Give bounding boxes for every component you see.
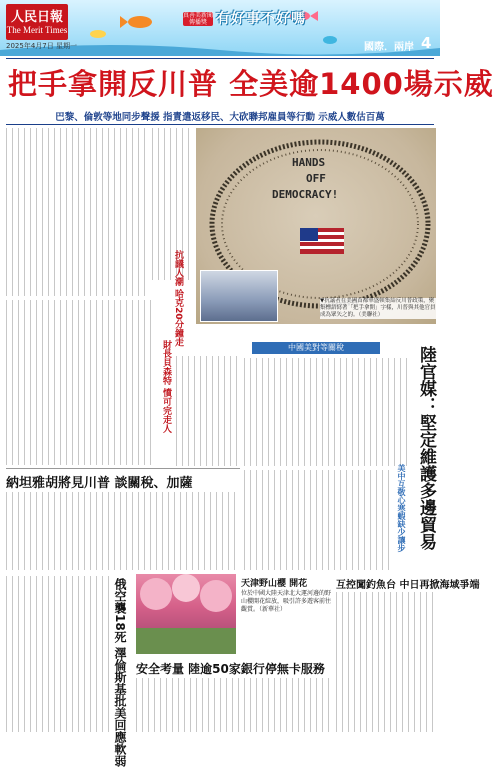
lead-headline-area <box>8 62 494 108</box>
issue-date: 2025年4月7日 星期一 <box>6 42 77 50</box>
story3-text <box>6 492 240 570</box>
story4-text <box>6 576 110 732</box>
logo-chinese-name: 人民日報 <box>10 10 63 25</box>
section-name: 國際．兩岸 <box>364 42 414 53</box>
logo-english-name: The Merit Times <box>6 25 68 35</box>
promo-tag: 真善美新聞傳播獎 <box>183 12 214 26</box>
lead-story-text-lower <box>6 300 156 465</box>
cherry-blossom-caption-box <box>237 574 333 654</box>
masthead-banner <box>0 0 440 56</box>
story3-rule <box>6 468 240 469</box>
section-bar: 中國美對等關稅 <box>252 342 380 354</box>
protest-photo-caption: ▼抗議者在美國首都華盛頓集結反川普政策，聚集標語寫著「把手拿開」字樣，川普與其他官員成為眾矢之的。（美聯社） <box>320 298 436 318</box>
story6-headline: 互控闖釣魚台 中日再掀海域爭端 <box>336 580 480 591</box>
story2-text <box>244 358 408 466</box>
photo-sign-off: OFF <box>306 172 326 185</box>
lead-subhead: 巴黎、倫敦等地同步聲援 指責遣返移民、大砍聯邦雇員等行動 示威人數估百萬 <box>55 112 385 123</box>
photo-sign-hands: HANDS <box>292 156 326 169</box>
photo-sign-democracy: DEMOCRACY! <box>272 188 339 201</box>
cherry-blossom-photo <box>136 574 236 654</box>
subhead-rule <box>6 124 434 125</box>
lead-story-text-right <box>176 356 240 466</box>
top-rule <box>6 58 434 59</box>
story2-subhead: 美中互敬心寒蝦缺少讓步 <box>397 464 406 552</box>
newspaper-logo <box>6 4 68 40</box>
promo-title: 有好事不好嗎 <box>216 11 306 27</box>
lead-story-text-left <box>6 128 148 296</box>
lead-headline: 把手拿開反川普 全美逾1400場示威 <box>8 67 494 101</box>
photo2-caption: 位於中國大陸天津北大運河邊的野山櫻開花綻放，吸引許多遊客前往觀賞。（新華社） <box>241 590 332 613</box>
story6-text <box>336 592 436 732</box>
story5-headline: 安全考量 陸逾50家銀行停無卡服務 <box>136 662 325 676</box>
cherry-blossom-illustration <box>136 574 236 654</box>
story2-headline: 陸官媒：堅定維護多邊貿易 <box>416 346 436 550</box>
story3-headline: 納坦雅胡將見川普 談關稅、加薩 <box>6 476 193 491</box>
story5-text <box>136 678 332 732</box>
story4-headline: 俄空襲18死 澤倫斯基批美回應軟弱 <box>113 578 127 767</box>
side-subhead: 財長貝森特 憤可完走人 <box>161 340 171 434</box>
photo2-title: 天津野山櫻 開花 <box>241 579 308 589</box>
protest-inset-photo <box>200 270 278 322</box>
page-number: 4 <box>421 34 432 52</box>
side-headline: 抗議人潮 哈克20分鐘走 <box>173 250 183 347</box>
